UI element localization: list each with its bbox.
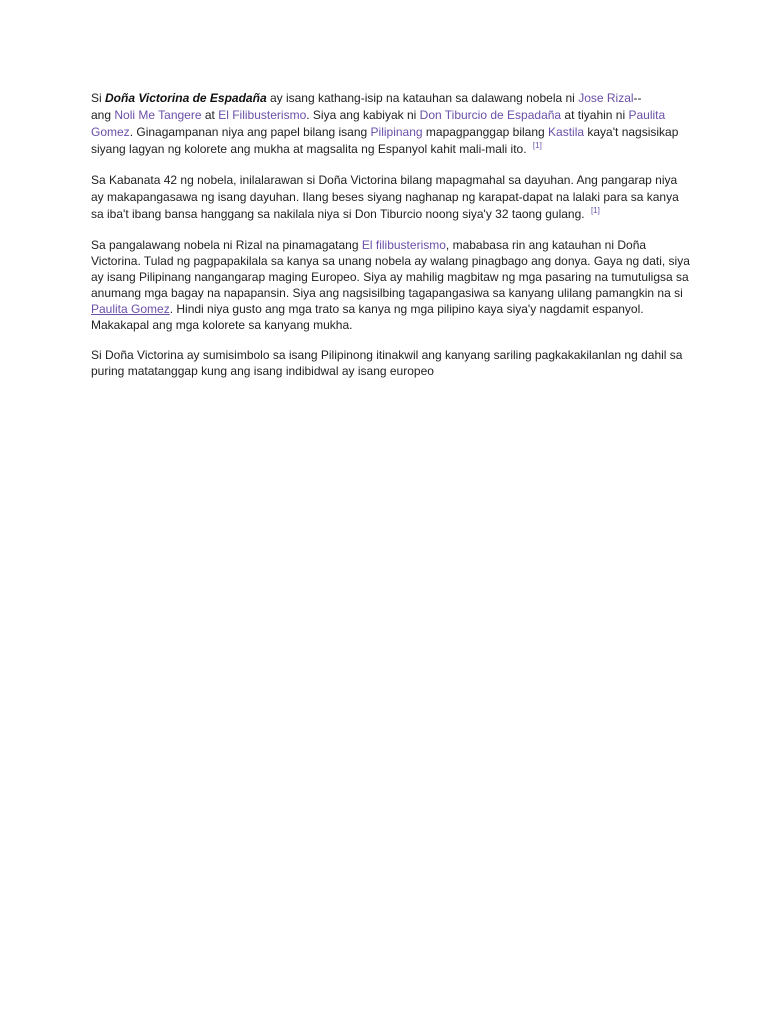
link-jose-rizal[interactable]: Jose Rizal (578, 91, 634, 105)
article-body (91, 90, 691, 393)
symbolism-paragraph (91, 347, 691, 379)
link-kastila[interactable]: Kastila (548, 125, 585, 139)
intro-paragraph (91, 90, 691, 158)
text-segment: ay isang kathang-isip na katauhan sa dalawang nobela ni (266, 91, 579, 105)
text-segment: at (201, 108, 219, 122)
reference-marker[interactable]: [1] (590, 206, 600, 215)
link-paulita-gomez-2[interactable]: Paulita Gomez (91, 302, 170, 316)
text-segment: . Hindi niya gusto ang mga trato sa kanya ng mga pilipino kaya siya'y nagdamit espanyol. Makakapal ang mga kolorete sa kanyang mukha. (91, 302, 644, 332)
text-segment: ang (91, 108, 115, 122)
reference-marker[interactable]: [1] (532, 141, 542, 150)
link-pilipinang[interactable]: Pilipinang (370, 125, 423, 139)
link-el-filibusterismo[interactable]: El Filibusterismo (218, 108, 307, 122)
chapter-42-paragraph (91, 172, 691, 223)
subject-name: Doña Victorina de Espadaña (105, 91, 267, 105)
text-segment: . Siya ang kabiyak ni (306, 108, 420, 122)
text-segment: mapagpanggap bilang (422, 125, 549, 139)
text-segment: -- (633, 91, 642, 105)
text-segment: at tiyahin ni (561, 108, 629, 122)
second-novel-paragraph (91, 237, 691, 333)
text-segment: kaya't nagsisikap siyang lagyan ng kolorete ang mukha at magsalita ng Espanyol kahit mali-mali ito. (91, 125, 679, 156)
text-segment: Sa pangalawang nobela ni Rizal na pinamagatang (91, 238, 362, 252)
link-el-filibusterismo-2[interactable]: El filibusterismo (361, 238, 446, 252)
link-don-tiburcio[interactable]: Don Tiburcio de Espadaña (419, 108, 562, 122)
link-noli-me-tangere[interactable]: Noli Me Tangere (114, 108, 202, 122)
text-segment: Si (91, 91, 106, 105)
text-segment: . Ginagampanan niya ang papel bilang isang (129, 125, 371, 139)
link-paulita-gomez[interactable]: Paulita Gomez (91, 108, 666, 139)
text-segment: , mababasa rin ang katauhan ni Doña Victorina. Tulad ng pagpapakilala sa kanya sa unang nobela ay walang pinagbago ang donya. Gaya ng dati, siya ay isang Pilipinang nangangarap maging Europeo. Siya ay mahilig magbitaw ng mga pasaring na tumutuligsa sa anumang mga bagay na napapansin. Siya ang nagsisilbing tagapangasiwa sa kanyang ulilang pamangkin na si (91, 238, 690, 300)
text-segment: Si Doña Victorina ay sumisimbolo sa isang Pilipinong itinakwil ang kanyang sariling pagkakakilanlan ng dahil sa puring matatanggap kung ang isang indibidwal ay isang europeo (91, 348, 683, 378)
text-segment: Sa Kabanata 42 ng nobela, inilalarawan si Doña Victorina bilang mapagmahal sa dayuhan. Ang pangarap niya ay makapangasawa ng isang dayuhan. Ilang beses siyang naghanap ng karapat-dapat na lalaki para sa kanya sa iba't ibang bansa hanggang sa nakilala niya si Don Tiburcio noong siya'y 32 taong gulang. (91, 173, 679, 221)
